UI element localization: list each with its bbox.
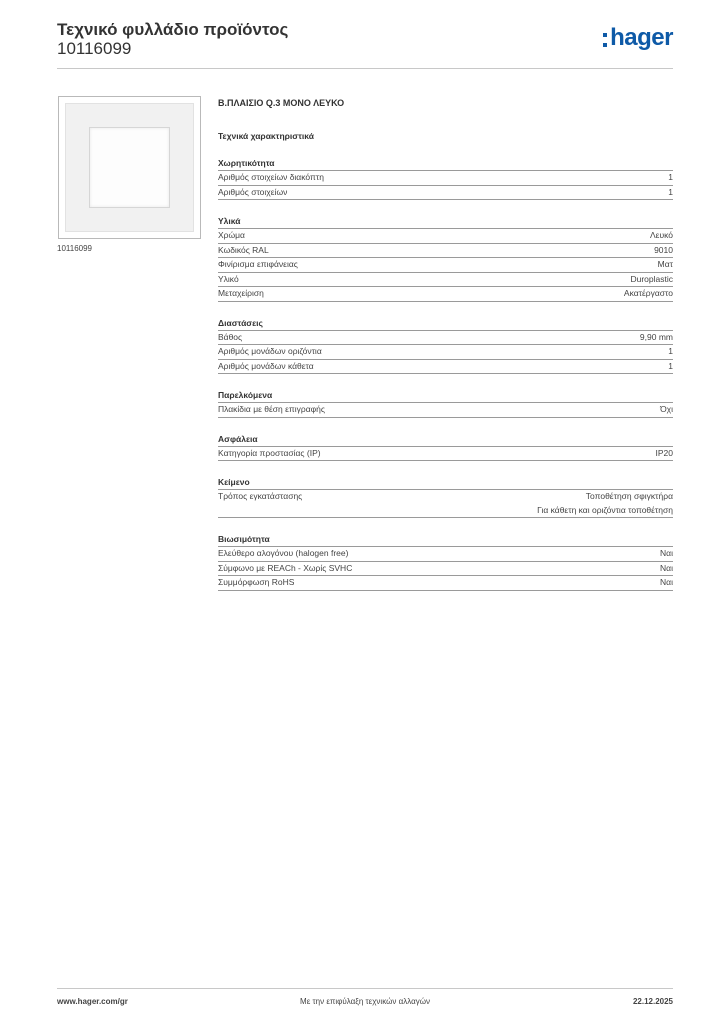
- section-title: Διαστάσεις: [218, 318, 673, 331]
- footer-date: 22.12.2025: [632, 997, 673, 1006]
- spec-label: Φινίρισμα επιφάνειας: [218, 259, 298, 269]
- header-divider: [57, 68, 673, 69]
- footer-notice: Με την επιφύλαξη τεχνικών αλλαγών: [300, 997, 430, 1006]
- page-header: [57, 20, 673, 70]
- section-title: Ασφάλεια: [218, 434, 673, 447]
- image-caption: 10116099: [57, 244, 92, 253]
- spec-row: [218, 403, 673, 418]
- spec-label: Βάθος: [218, 331, 243, 342]
- hager-logo: [603, 26, 673, 50]
- document-title: Τεχνικό φυλλάδιο προϊόντος: [57, 20, 289, 39]
- page-footer: [57, 997, 673, 1009]
- spec-value: [654, 244, 673, 258]
- spec-label: Υλικό: [218, 273, 239, 284]
- spec-label: Σύμφωνο με REACh - Χωρίς SVHC: [218, 562, 353, 573]
- spec-label: Αριθμός μονάδων οριζόντια: [218, 346, 322, 356]
- spec-label: Αριθμός στοιχείων: [218, 186, 288, 197]
- spec-label: Πλακίδια με θέση επιγραφής: [218, 404, 325, 414]
- product-name: Β.ΠΛΑΙΣΙΟ Q.3 ΜΟΝΟ ΛΕΥΚΟ: [218, 98, 345, 108]
- footer-website-link[interactable]: www.hager.com/gr: [57, 997, 128, 1006]
- spec-content: [218, 97, 673, 591]
- spec-value: [656, 447, 674, 461]
- logo-colon-icon: [603, 33, 607, 47]
- spec-section: [218, 477, 673, 518]
- spec-label: Ελεύθερο αλογόνου (halogen free): [218, 548, 349, 558]
- footer-divider: [57, 988, 673, 989]
- spec-row: [218, 547, 673, 562]
- spec-value-line: Ναι: [660, 562, 673, 573]
- spec-label: Κωδικός RAL: [218, 244, 269, 255]
- section-title: Βιωσιμότητα: [218, 534, 673, 547]
- spec-value: [650, 229, 673, 243]
- spec-value-line: Για κάθετη και οριζόντια τοποθέτηση: [537, 504, 673, 515]
- spec-label: Τρόπος εγκατάστασης: [218, 491, 303, 501]
- spec-value: [668, 171, 673, 185]
- spec-section: [218, 434, 673, 462]
- frame-plate: [65, 103, 194, 232]
- spec-row: [218, 345, 673, 360]
- spec-row: [218, 171, 673, 186]
- spec-section: [218, 318, 673, 375]
- spec-value: [660, 403, 673, 417]
- section-title: Παρελκόμενα: [218, 390, 673, 403]
- spec-row: [218, 447, 673, 462]
- spec-heading: Τεχνικά χαρακτηριστικά: [218, 131, 314, 141]
- spec-value-line: 1: [668, 346, 673, 356]
- spec-value-line: 1: [668, 172, 673, 182]
- spec-section: [218, 390, 673, 418]
- section-title: Χωρητικότητα: [218, 158, 673, 171]
- spec-row: [218, 258, 673, 273]
- spec-value-line: Ναι: [660, 548, 673, 558]
- spec-value-line: 1: [668, 360, 673, 371]
- spec-label: Αριθμός μονάδων κάθετα: [218, 360, 314, 371]
- spec-value: [660, 576, 673, 590]
- spec-value-line: Τοποθέτηση σφιγκτήρα: [585, 491, 673, 501]
- spec-row: [218, 576, 673, 591]
- spec-value: [668, 345, 673, 359]
- spec-row: [218, 186, 673, 201]
- spec-row: [218, 244, 673, 259]
- spec-label: Μεταχείριση: [218, 288, 264, 298]
- spec-value-line: Λευκό: [650, 230, 673, 240]
- spec-value-line: 1: [668, 186, 673, 197]
- product-image: [58, 96, 201, 239]
- spec-label: Συμμόρφωση RoHS: [218, 577, 295, 587]
- spec-value: [668, 186, 673, 200]
- spec-section: [218, 158, 673, 200]
- spec-sections: [218, 158, 673, 591]
- spec-row: [218, 273, 673, 288]
- spec-value-line: 9,90 mm: [639, 331, 673, 342]
- spec-value: [640, 331, 673, 345]
- spec-value-line: IP20: [655, 447, 673, 458]
- spec-label: Χρώμα: [218, 230, 245, 240]
- spec-value-line: Ματ: [657, 259, 673, 269]
- spec-row: [218, 562, 673, 577]
- spec-value-line: Όχι: [660, 404, 673, 414]
- spec-value: [668, 360, 673, 374]
- product-number: 10116099: [57, 39, 132, 58]
- spec-label: Αριθμός στοιχείων διακόπτη: [218, 172, 324, 182]
- spec-section: [218, 534, 673, 591]
- spec-value: [624, 287, 673, 301]
- spec-value: [630, 273, 673, 287]
- spec-row: [218, 331, 673, 346]
- spec-section: [218, 216, 673, 302]
- spec-value: [660, 547, 673, 561]
- logo-text: hager: [610, 24, 673, 51]
- spec-value-line: Ναι: [660, 577, 673, 587]
- section-title: Υλικά: [218, 216, 673, 229]
- spec-row: [218, 229, 673, 244]
- spec-row: [218, 490, 673, 518]
- spec-value: [658, 258, 673, 272]
- spec-value: [660, 562, 673, 576]
- section-title: Κείμενο: [218, 477, 673, 490]
- spec-value-line: 9010: [654, 244, 673, 255]
- spec-value-line: Ακατέργαστο: [623, 288, 673, 298]
- spec-label: Κατηγορία προστασίας (IP): [218, 447, 321, 458]
- frame-opening: [89, 127, 170, 208]
- spec-value-line: Duroplastic: [630, 273, 673, 284]
- spec-value: [537, 490, 673, 517]
- spec-row: [218, 360, 673, 375]
- spec-row: [218, 287, 673, 302]
